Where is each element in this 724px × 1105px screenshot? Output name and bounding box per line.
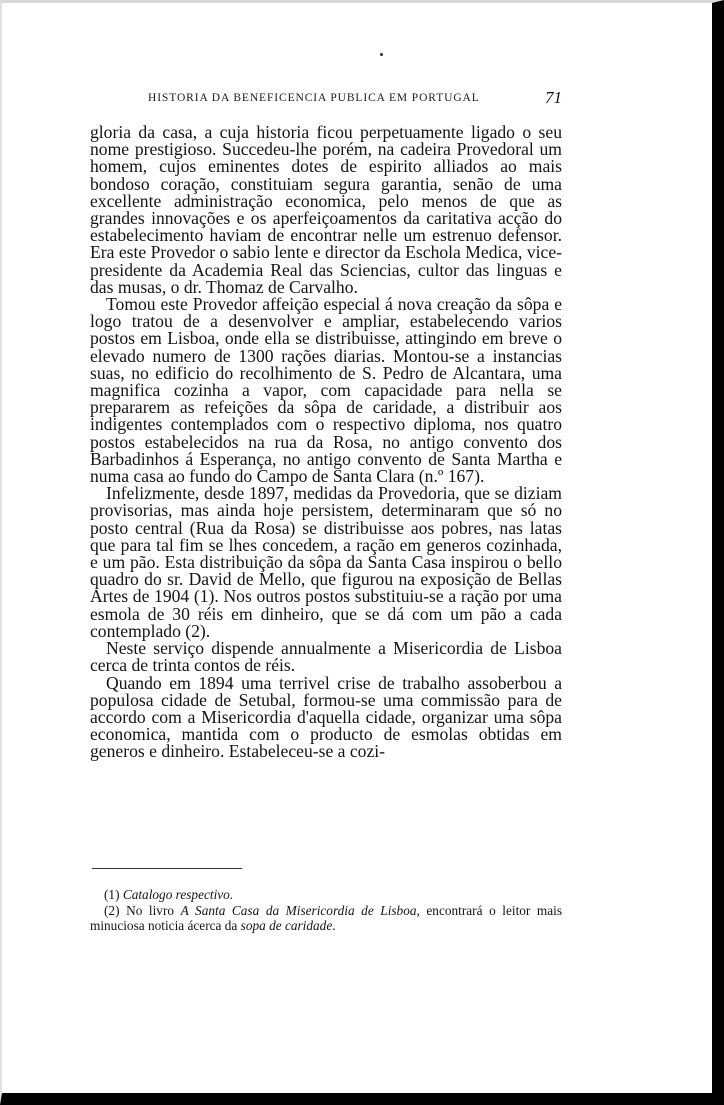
footnote-text: No livro — [126, 902, 175, 918]
paragraph: Tomou este Provedor affeição especial á nova creação da sôpa e logo tratou de a desenvolver e ampliar, estabelecendo varios postos em Lisboa, onde ella se distribuisse, attingindo em breve o elevado numero de 1300 rações diarias. Montou-se a instancias suas, no edificio do recolhimento de S. Pedro de Alcantara, uma magnifica cozinha a vapor, com capacidade para nella se prepararem as refeições da sôpa de caridade, a distribuir aos indigentes contemplados com o respectivo diploma, nos quatro postos estabelecidos na rua da Rosa, no antigo convento dos Barbadinhos á Esperança, no antigo convento de Santa Martha e numa casa ao fundo do Campo de Santa Clara (n.º 167). — [90, 294, 562, 487]
footnote-marker: (1) — [104, 887, 120, 902]
body-text — [90, 124, 562, 761]
running-title: HISTORIA DA BENEFICENCIA PUBLICA EM PORTUGAL — [148, 92, 480, 104]
cited-book-title: A Santa Casa da Misericordia de Lisboa — [180, 902, 417, 918]
page-header — [90, 88, 562, 112]
footnote-1 — [90, 887, 562, 903]
paragraph: Neste serviço dispende annualmente a Misericordia de Lisboa cerca de trinta contos de réis. — [90, 638, 562, 676]
footnote-end: . — [332, 918, 336, 933]
page-number: 71 — [545, 88, 562, 107]
footnotes — [90, 887, 562, 934]
paragraph: gloria da casa, a cuja historia ficou perpetuamente ligado o seu nome prestigioso. Succedeu-lhe porém, na cadeira Provedoral um homem, cujos eminentes dotes de espirito alliados ao mais bondoso coração, constituiam segura garantia, senão de uma excellente administração economica, pelo menos de que as grandes innovações e os aperfeiçoamentos da caritativa acção do estabelecimento haviam de encontrar nelle um estrenuo defensor. Era este Provedor o sabio lente e director da Eschola Medica, vice-presidente da Academia Real das Sciencias, cultor das linguas e das musas, o dr. Thomaz de Carvalho. — [90, 122, 562, 297]
emphasized-term: sopa de caridade — [240, 918, 333, 933]
footnote-divider — [92, 868, 242, 869]
ink-speck — [380, 53, 383, 56]
footnote-text: , encontrará o leitor mais minuciosa noticia ácerca da — [90, 902, 563, 933]
paragraph: Infelizmente, desde 1897, medidas da Provedoria, que se diziam provisorias, mas ainda hoje persistem, determinaram que só no posto central (Rua da Rosa) se distribuisse aos pobres, nas latas que para tal fim se lhes concedem, a ração em generos cozinhada, e um pão. Esta distribuição da sôpa da Santa Casa inspirou o bello quadro do sr. David de Mello, que figurou na exposição de Bellas Artes de 1904 (1). Nos outros postos substituiu-se a ração por uma esmola de 30 réis em dinheiro, que se dá com um pão a cada contemplado (2). — [90, 483, 562, 641]
paragraph: Quando em 1894 uma terrivel crise de trabalho assoberbou a populosa cidade de Setubal, formou-se uma commissão para de accordo com a Misericordia d'aquella cidade, organizar uma sôpa economica, mantida com o producto de esmolas obtidas em generos e dinheiro. Estabeleceu-se a cozi- — [90, 672, 562, 762]
footnote-marker: (2) — [104, 902, 120, 918]
footnote-text: Catalogo respectivo. — [122, 887, 234, 902]
footnote-2 — [90, 903, 562, 934]
